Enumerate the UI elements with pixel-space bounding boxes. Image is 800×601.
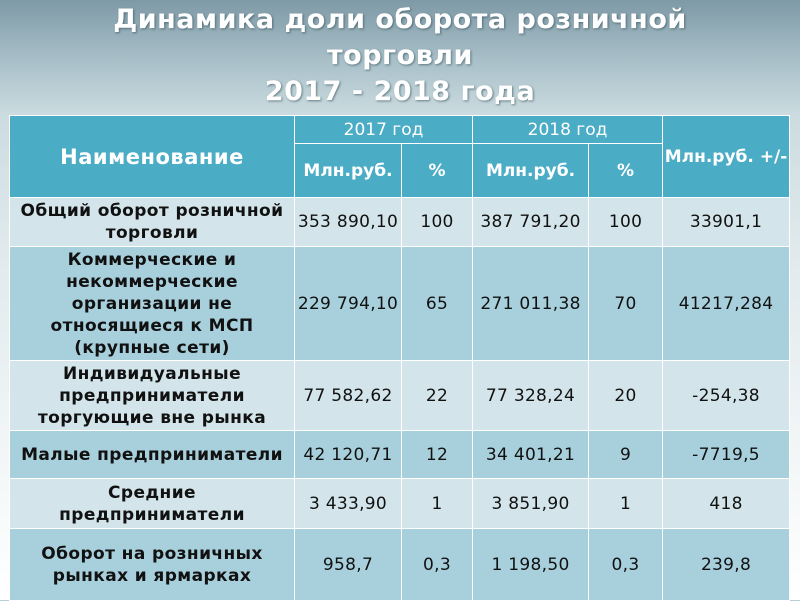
cell-pct-2018: 70 [589, 247, 663, 361]
row-name: Общий оборот розничной торговли [10, 198, 295, 247]
cell-change: 41217,284 [663, 247, 790, 361]
title-line-2: торговли [327, 40, 473, 71]
header-change: Млн.руб. +/- [663, 116, 790, 198]
cell-pct-2018: 0,3 [589, 529, 663, 601]
turnover-table [9, 115, 790, 601]
title-line-3: 2017 - 2018 года [264, 76, 536, 107]
cell-value-2017: 958,7 [295, 529, 402, 601]
header-year-2017: 2017 год [295, 116, 473, 144]
cell-pct-2017: 65 [402, 247, 473, 361]
cell-value-2018: 1 198,50 [473, 529, 589, 601]
header-year-2018: 2018 год [473, 116, 663, 144]
cell-pct-2017: 0,3 [402, 529, 473, 601]
table-row [10, 529, 790, 601]
header-mln-2017: Млн.руб. [295, 144, 402, 198]
cell-pct-2017: 12 [402, 431, 473, 479]
cell-change: 418 [663, 479, 790, 529]
title-line-1: Динамика доли оборота розничной [113, 4, 687, 35]
table-row [10, 479, 790, 529]
table-row [10, 361, 790, 431]
row-name: Малые предприниматели [10, 431, 295, 479]
cell-value-2018: 3 851,90 [473, 479, 589, 529]
row-name: Средние предприниматели [10, 479, 295, 529]
cell-pct-2018: 1 [589, 479, 663, 529]
page-title [0, 2, 800, 110]
cell-value-2017: 3 433,90 [295, 479, 402, 529]
cell-pct-2017: 1 [402, 479, 473, 529]
cell-change: -254,38 [663, 361, 790, 431]
cell-pct-2018: 9 [589, 431, 663, 479]
cell-pct-2017: 22 [402, 361, 473, 431]
header-name: Наименование [10, 116, 295, 198]
table-row [10, 247, 790, 361]
cell-pct-2018: 100 [589, 198, 663, 247]
header-pct-2018: % [589, 144, 663, 198]
cell-value-2017: 77 582,62 [295, 361, 402, 431]
cell-pct-2018: 20 [589, 361, 663, 431]
header-pct-2017: % [402, 144, 473, 198]
row-name: Индивидуальные предприниматели торгующие вне рынка [10, 361, 295, 431]
cell-pct-2017: 100 [402, 198, 473, 247]
table-row [10, 198, 790, 247]
cell-value-2018: 77 328,24 [473, 361, 589, 431]
row-name: Оборот на розничных рынках и ярмарках [10, 529, 295, 601]
header-mln-2018: Млн.руб. [473, 144, 589, 198]
cell-value-2017: 353 890,10 [295, 198, 402, 247]
table-row [10, 431, 790, 479]
cell-change: -7719,5 [663, 431, 790, 479]
cell-change: 239,8 [663, 529, 790, 601]
cell-change: 33901,1 [663, 198, 790, 247]
cell-value-2018: 271 011,38 [473, 247, 589, 361]
cell-value-2018: 387 791,20 [473, 198, 589, 247]
row-name: Коммерческие и некоммерческие организации не относящиеся к МСП (крупные сети) [10, 247, 295, 361]
cell-value-2017: 42 120,71 [295, 431, 402, 479]
cell-value-2017: 229 794,10 [295, 247, 402, 361]
cell-value-2018: 34 401,21 [473, 431, 589, 479]
